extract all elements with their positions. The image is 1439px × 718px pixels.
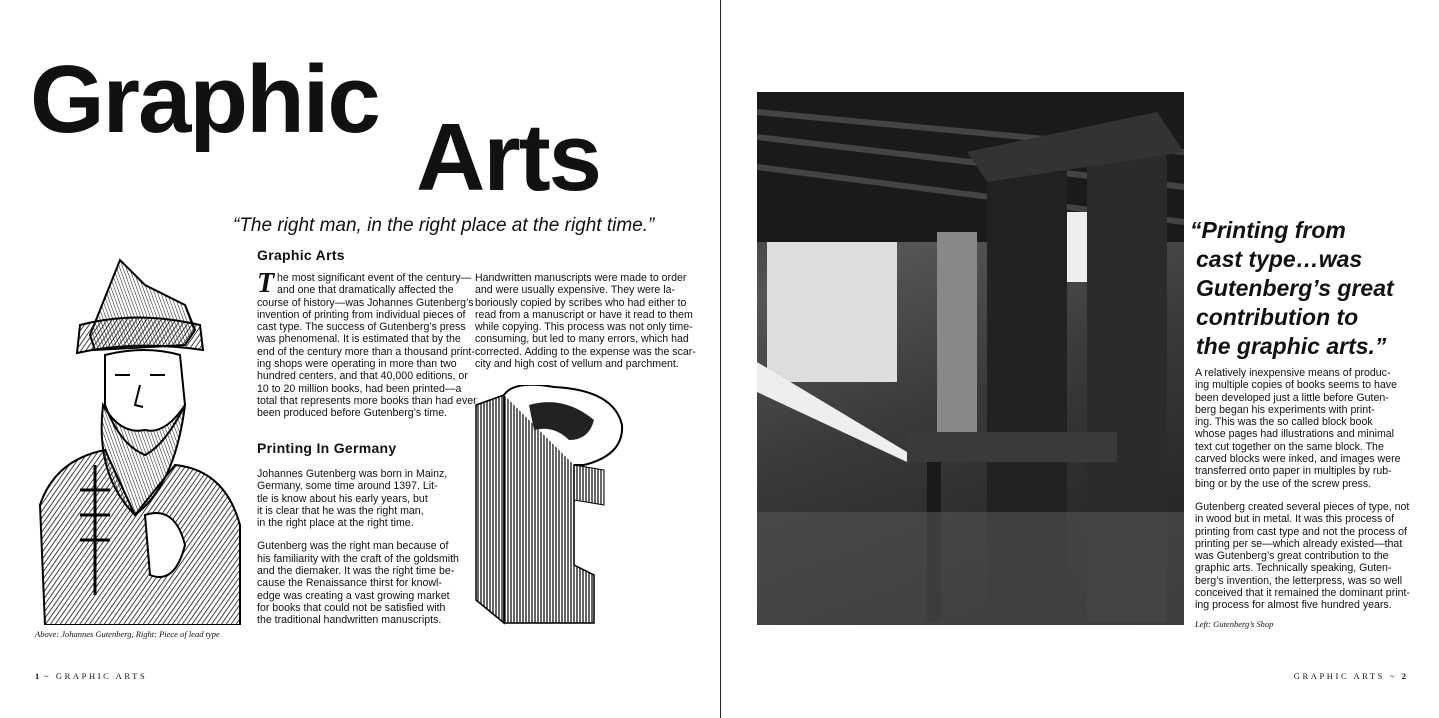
text-line: printing per se—which already existed—that [1195, 537, 1403, 550]
lead-type-image [474, 385, 626, 625]
text-line: boriously copied by scribes who had either to [475, 296, 687, 309]
heading-graphic-arts: Graphic Arts [257, 247, 345, 263]
text-line: A relatively inexpensive means of produc- [1195, 367, 1391, 379]
paragraph [1195, 367, 1410, 490]
text-line: and were usually expensive. They were la- [475, 284, 676, 297]
title-graphic: Graphic [30, 46, 379, 153]
text-line: it is clear that he was the right man, [257, 504, 424, 517]
text-line: hundred centers, and that 40,000 editions, or [257, 370, 468, 383]
text-line: read from a manuscript or have it read to them [475, 308, 693, 321]
text-line: in the right place at the right time. [257, 517, 414, 530]
text-line: transferred onto paper in multiples by rub- [1195, 465, 1392, 478]
section1-body [257, 268, 477, 420]
text-line: ing. This was the so called block book [1195, 416, 1373, 429]
text-line: invention of printing from individual pieces of [257, 308, 466, 321]
pull-quote-right [1190, 216, 1394, 361]
pull-quote-left: “The right man, in the right place at the right time.” [233, 215, 655, 236]
text-line: his familiarity with the craft of the goldsmith [257, 552, 459, 565]
text-line: carved blocks were inked, and images were [1195, 453, 1401, 466]
running-footer: ~ GRAPHIC ARTS [43, 671, 148, 681]
image-caption-left: Above: Johannes Gutenberg, Right: Piece of lead type [35, 629, 220, 639]
text-line: 10 to 20 million books, had been printed—a [257, 382, 462, 395]
text-line: bing or by the use of the screw press. [1195, 477, 1372, 490]
text-line: Johannes Gutenberg was born in Mainz, [257, 468, 448, 480]
text-line: while copying. This process was not only time- [475, 321, 693, 334]
text-line: tle is know about his early years, but [257, 492, 428, 505]
text-line: cause the Renaissance thirst for knowl- [257, 577, 442, 590]
text-line: and one that dramatically affected the [277, 284, 454, 297]
text-line: been produced before Gutenberg’s time. [257, 407, 448, 420]
text-line: was Gutenberg’s great contribution to the [1195, 550, 1389, 563]
paragraph [257, 468, 459, 529]
title-arts: Arts [416, 104, 601, 211]
paragraph [1195, 501, 1410, 612]
quote-line: “Printing from [1190, 217, 1346, 243]
text-line: printing from cast type and not the process of [1195, 525, 1407, 538]
page-number: 2 [1401, 671, 1406, 681]
text-line: corrected. Adding to the expense was the scar- [475, 345, 696, 358]
section2-body [257, 468, 459, 638]
text-line: Germany, some time around 1397. Lit- [257, 480, 438, 493]
footer-left [35, 671, 147, 681]
text-line: was phenomenal. It is estimated that by the [257, 333, 461, 346]
quote-line: Gutenberg’s great [1196, 275, 1394, 301]
text-line: ing process for almost five hundred years. [1195, 599, 1392, 612]
text-line: ing shops were operating in more than two [257, 358, 457, 371]
text-line: total that represents more books than had ever [257, 394, 477, 407]
text-line: berg’s invention, the letterpress, was so well [1195, 574, 1403, 587]
text-line: he most significant event of the century— [277, 272, 472, 284]
paragraph [475, 272, 696, 370]
text-line: been developed just a little before Guten- [1195, 391, 1389, 404]
text-line: in wood but in metal. It was this process of [1195, 513, 1395, 526]
text-line: consuming, but led to many errors, which had [475, 333, 689, 346]
text-line: city and high cost of vellum and parchment. [475, 358, 679, 371]
text-line: Handwritten manuscripts were made to order [475, 272, 687, 284]
drop-cap: T [257, 268, 275, 299]
quote-line: contribution to [1196, 304, 1359, 330]
image-caption-right: Left: Gutenberg’s Shop [1195, 619, 1274, 629]
text-line: and the diemaker. It was the right time be- [257, 565, 455, 578]
text-line: edge was creating a vast growing market [257, 589, 450, 602]
text-line: Gutenberg created several pieces of type, not [1195, 500, 1410, 513]
running-footer: GRAPHIC ARTS ~ [1293, 671, 1398, 681]
column2-body [475, 272, 696, 381]
page-number: 1 [35, 671, 40, 681]
text-line: text cut together on the same block. The [1195, 440, 1384, 453]
gutenberg-portrait-image [35, 255, 245, 625]
quote-line: cast type…was [1196, 246, 1363, 272]
text-line: graphic arts. Technically speaking, Guten- [1195, 562, 1392, 575]
quote-line: the graphic arts.” [1196, 333, 1387, 359]
right-body [1195, 367, 1410, 623]
text-line: the traditional handwritten manuscripts. [257, 614, 442, 627]
text-line: end of the century more than a thousand print- [257, 345, 475, 358]
text-line: cast type. The success of Gutenberg’s press [257, 321, 466, 334]
text-line: for books that could not be satisfied with [257, 601, 446, 614]
text-line: whose pages had illustrations and minimal [1195, 428, 1395, 441]
text-line: Gutenberg was the right man because of [257, 540, 449, 553]
footer-right [1294, 671, 1406, 681]
gutenberg-shop-photo [757, 92, 1184, 625]
paragraph [257, 540, 459, 626]
heading-printing-in-germany: Printing In Germany [257, 440, 397, 456]
text-line: ing multiple copies of books seems to have [1195, 379, 1397, 392]
page-spine-divider [720, 0, 721, 718]
text-line: berg began his experiments with print- [1195, 403, 1375, 416]
text-line: conceived that it remained the dominant print- [1195, 587, 1410, 600]
text-line: course of history—was Johannes Gutenberg’s [257, 296, 474, 309]
